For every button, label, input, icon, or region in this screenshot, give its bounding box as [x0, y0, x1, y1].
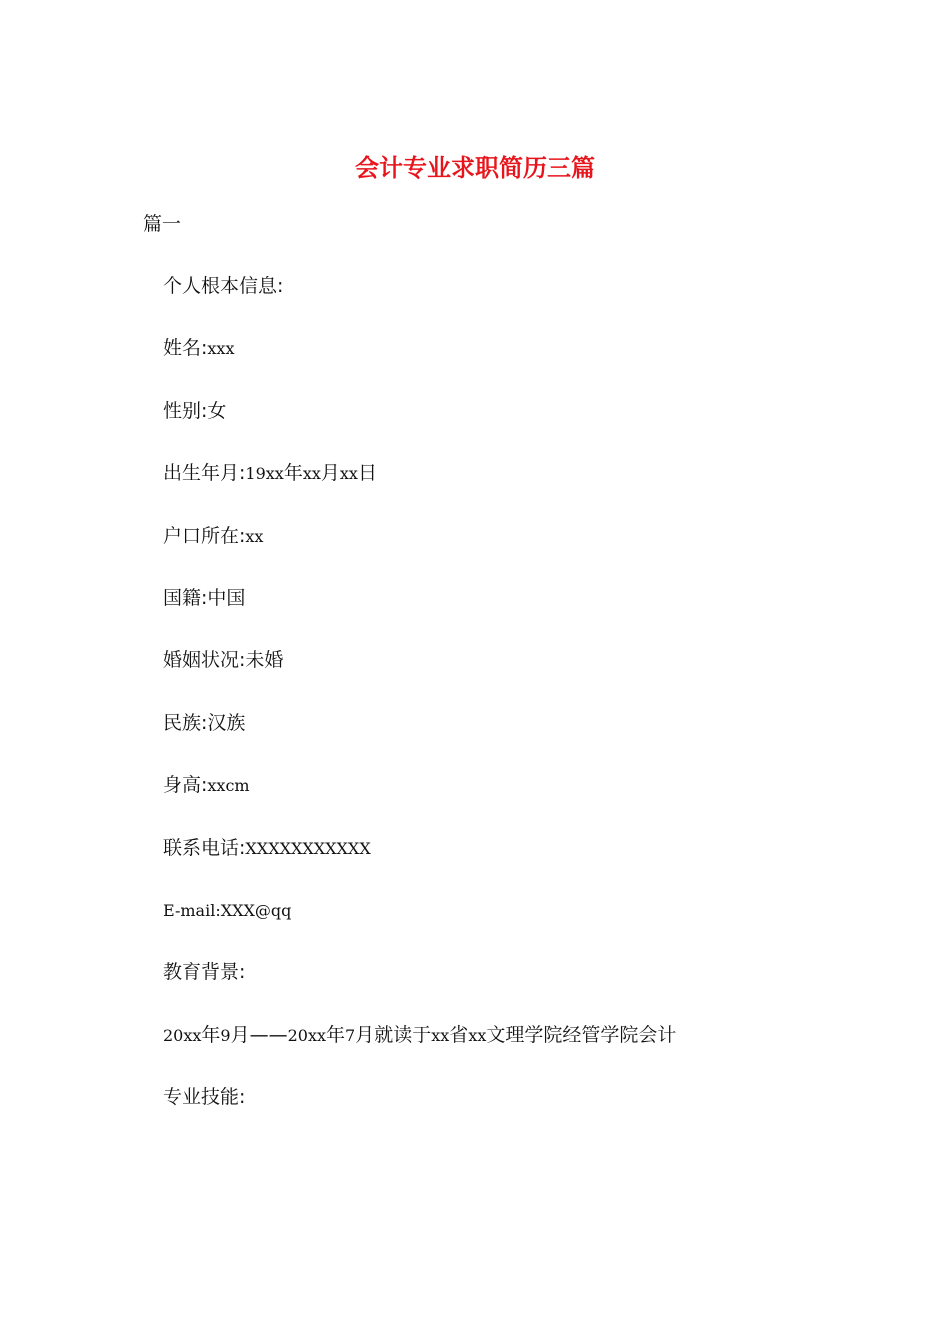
phone-value: XXXXXXXXXXX — [245, 838, 371, 858]
education-start-year: 20xx — [163, 1025, 202, 1045]
birth-year: 19xx — [245, 464, 284, 484]
marital-value: 未婚 — [245, 649, 284, 672]
education-province: xx — [431, 1025, 450, 1045]
birth-label: 出生年月: — [163, 462, 246, 485]
email-value: XXX@qq — [220, 900, 292, 920]
education-heading-line — [163, 959, 676, 1021]
education-start-month: 9 — [220, 1025, 231, 1045]
resume-body — [163, 273, 676, 1146]
education-line — [163, 1022, 676, 1084]
nationality-line — [163, 585, 676, 647]
education-year-unit-2: 年 — [326, 1023, 346, 1046]
phone-label: 联系电话: — [163, 836, 246, 859]
gender-line — [163, 398, 676, 460]
ethnicity-label: 民族: — [163, 711, 208, 734]
name-line — [163, 335, 676, 397]
education-month-unit-1: 月—— — [230, 1023, 288, 1046]
marital-label: 婚姻状况: — [163, 649, 246, 672]
height-line — [163, 772, 676, 834]
email-label: E-mail: — [163, 900, 221, 920]
hukou-value: xx — [245, 526, 264, 546]
nationality-value: 中国 — [207, 586, 246, 609]
name-label: 姓名: — [163, 337, 208, 360]
gender-value: 女 — [207, 399, 227, 422]
name-value: xxx — [207, 339, 235, 359]
ethnicity-line — [163, 710, 676, 772]
document-title: 会计专业求职简历三篇 — [355, 154, 595, 182]
birth-day: xx — [339, 464, 358, 484]
education-end-year: 20xx — [287, 1025, 327, 1045]
education-month-unit-2: 月就读于 — [355, 1023, 432, 1046]
education-end-month: 7 — [345, 1025, 356, 1045]
gender-label: 性别: — [163, 399, 208, 422]
skills-heading: 专业技能: — [163, 1086, 246, 1109]
phone-line — [163, 835, 676, 897]
birth-year-unit: 年 — [283, 462, 303, 485]
birth-month-unit: 月 — [320, 462, 340, 485]
birth-line — [163, 460, 676, 522]
height-label: 身高: — [163, 774, 208, 797]
nationality-label: 国籍: — [163, 586, 208, 609]
education-province-unit: 省 — [449, 1023, 469, 1046]
education-school-rest: 文理学院经管学院会计 — [486, 1023, 677, 1046]
basic-info-heading-text: 个人根本信息: — [163, 275, 284, 297]
height-value: xxcm — [207, 776, 250, 796]
ethnicity-value: 汉族 — [207, 711, 246, 734]
education-school-prefix: xx — [468, 1025, 487, 1045]
birth-month: xx — [302, 464, 321, 484]
hukou-line — [163, 523, 676, 585]
marital-line — [163, 647, 676, 709]
education-year-unit-1: 年 — [201, 1023, 221, 1046]
section-heading: 篇一 — [143, 213, 182, 235]
email-line — [163, 897, 676, 959]
skills-heading-line — [163, 1084, 676, 1146]
basic-info-heading — [163, 273, 676, 335]
birth-day-unit: 日 — [357, 462, 377, 485]
hukou-label: 户口所在: — [163, 524, 246, 547]
education-heading: 教育背景: — [163, 961, 246, 984]
